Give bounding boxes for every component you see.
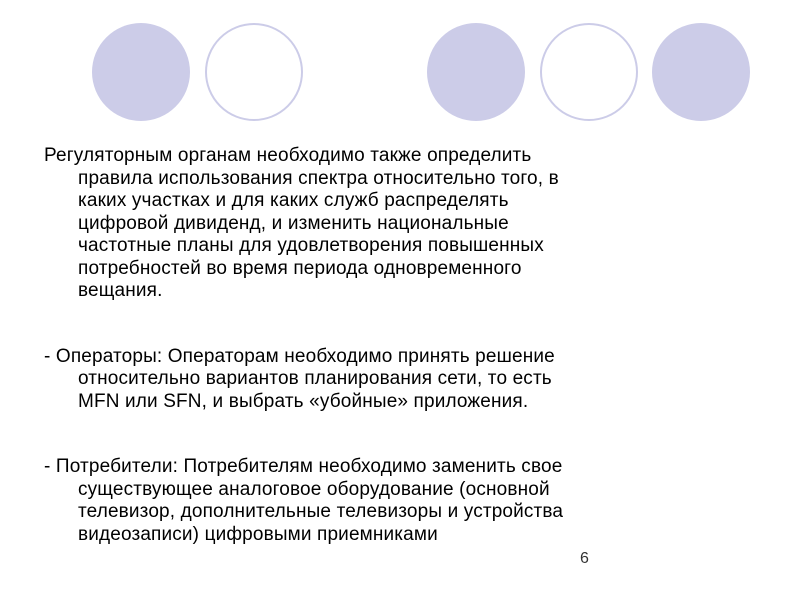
slide-body (44, 145, 744, 589)
decorative-circle-outline (540, 23, 638, 121)
decorative-circle-filled (427, 23, 525, 121)
paragraph-operators: - Операторы: Операторам необходимо принять решение относительно вариантов планирования сети, то есть MFN или SFN, и выбрать «убойные» приложения. (44, 345, 555, 412)
decorative-circle-filled (652, 23, 750, 121)
decorative-circle-filled (92, 23, 190, 121)
decorative-circle-outline (205, 23, 303, 121)
paragraph-consumers: - Потребители: Потребителям необходимо заменить свое существующее аналоговое оборудование (основной телевизор, дополнительные телевизоры и устройства видеозаписи) цифровыми приемниками (44, 456, 564, 545)
page-number: 6 (580, 550, 589, 567)
paragraph-regulators: Регуляторным органам необходимо также определить правила использования спектра относительно того, в каких участках и для каких служб распределять цифровой дивиденд, и изменить национальные частотные планы для удовлетворения повышенных потребностей во время периода одновременного вещания. (44, 145, 559, 301)
